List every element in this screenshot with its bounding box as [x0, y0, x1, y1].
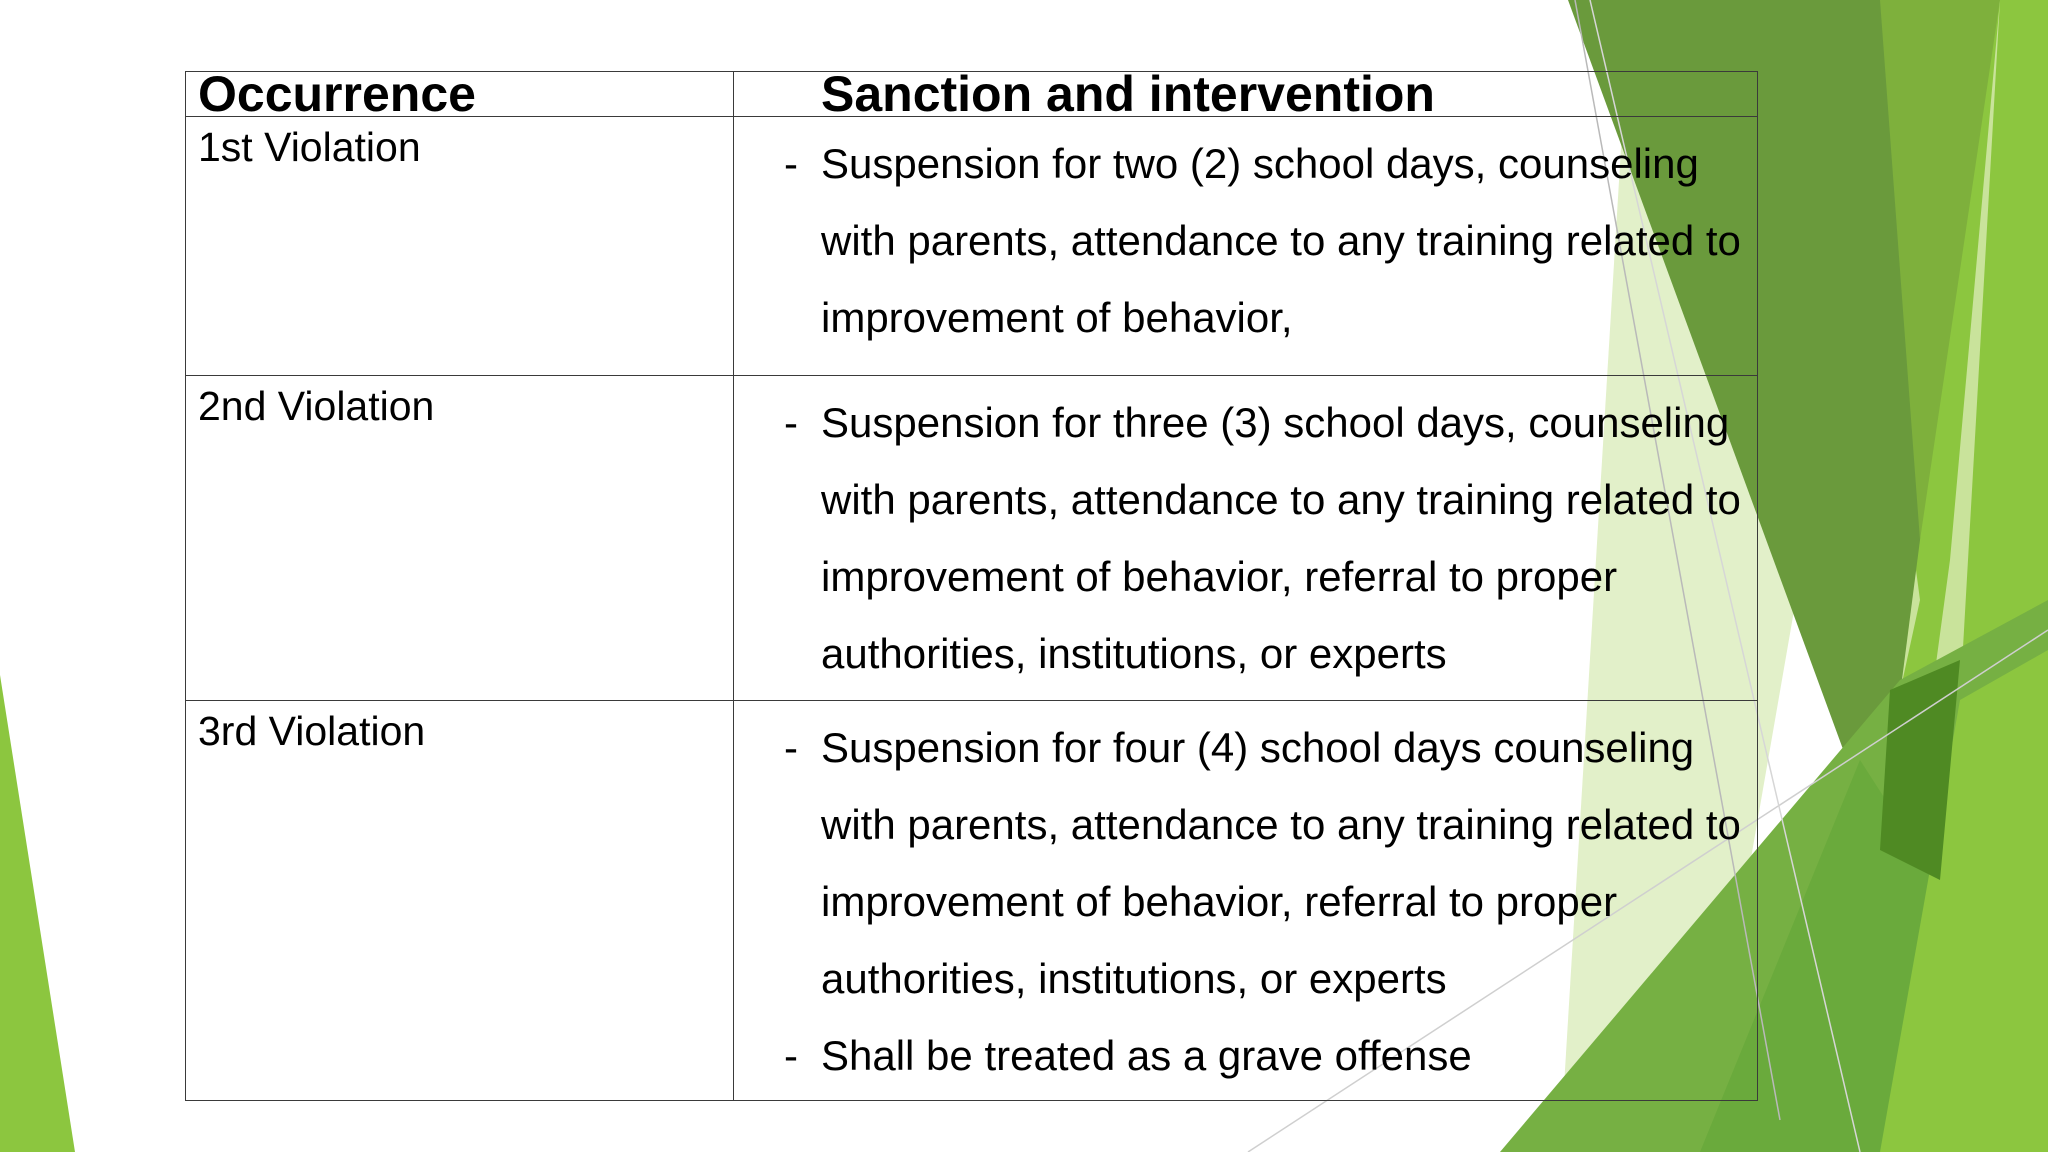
sanction-cell — [734, 117, 1758, 376]
header-occurrence: Occurrence — [186, 72, 734, 117]
occurrence-cell: 2nd Violation — [186, 376, 734, 701]
table-row — [186, 376, 1758, 701]
bullet-dash: - — [784, 140, 798, 187]
table-row — [186, 117, 1758, 376]
table-header-row — [186, 72, 1758, 117]
sanctions-table — [185, 66, 1758, 1101]
occurrence-cell: 3rd Violation — [186, 701, 734, 1101]
sanction-cell — [734, 376, 1758, 701]
sanction-item: - Suspension for two (2) school days, counseling with parents, attendance to any training related to improvement of behavior, — [734, 125, 1757, 356]
bullet-dash: - — [784, 1032, 798, 1079]
header-sanction: Sanction and intervention — [734, 72, 1758, 117]
sanction-item: - Shall be treated as a grave offense — [734, 1017, 1757, 1094]
bullet-dash: - — [784, 399, 798, 446]
table-row — [186, 701, 1758, 1101]
occurrence-cell: 1st Violation — [186, 117, 734, 376]
sanction-cell — [734, 701, 1758, 1101]
sanction-item: - Suspension for four (4) school days counseling with parents, attendance to any training related to improvement of behavior, referral to proper authorities, institutions, or experts — [734, 709, 1757, 1017]
left-green-sliver — [0, 675, 75, 1152]
bullet-dash: - — [784, 724, 798, 771]
sanction-item: - Suspension for three (3) school days, counseling with parents, attendance to any training related to improvement of behavior, referral to proper authorities, institutions, or experts — [734, 384, 1757, 692]
